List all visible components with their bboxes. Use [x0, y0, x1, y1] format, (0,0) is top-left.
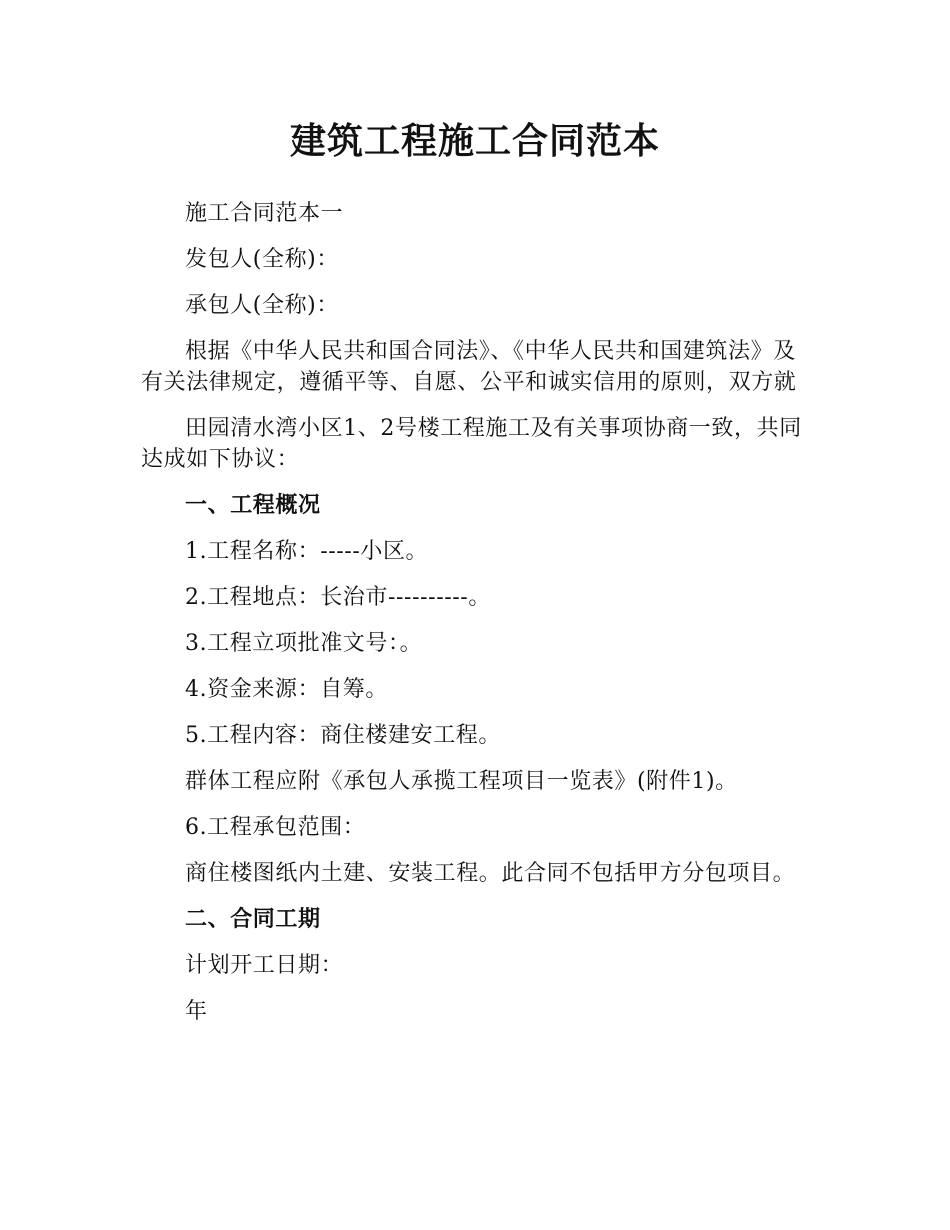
paragraph: 发包人(全称)：	[185, 247, 339, 272]
paragraph: 田园清水湾小区1、2号楼工程施工及有关事项协商一致，共同达成如下协议：	[141, 416, 802, 472]
paragraph: 5.工程内容：商住楼建安工程。	[185, 723, 501, 748]
document-body	[141, 198, 813, 1042]
paragraph: 1.工程名称：-----小区。	[185, 539, 429, 564]
document-title: 建筑工程施工合同范本	[289, 121, 660, 162]
paragraph: 计划开工日期：	[185, 953, 344, 978]
paragraph: 3.工程立项批准文号：。	[185, 631, 423, 656]
paragraph: 根据《中华人民共和国合同法》、《中华人民共和国建筑法》及有关法律规定，遵循平等、自愿、公平和诚实信用的原则，双方就	[141, 339, 797, 395]
paragraph: 2.工程地点：长治市----------。	[185, 585, 491, 610]
paragraph: 商住楼图纸内土建、安装工程。此合同不包括甲方分包项目。	[185, 861, 796, 886]
paragraph: 4.资金来源：自筹。	[185, 677, 388, 702]
paragraph: 承包人(全称)：	[185, 293, 339, 318]
section-heading: 二、合同工期	[185, 907, 321, 932]
section-heading: 一、工程概况	[185, 493, 321, 518]
paragraph: 施工合同范本一	[185, 201, 344, 226]
paragraph: 群体工程应附《承包人承揽工程项目一览表》(附件1)。	[185, 769, 738, 794]
paragraph: 6.工程承包范围：	[185, 815, 366, 840]
paragraph: 年	[185, 999, 208, 1024]
